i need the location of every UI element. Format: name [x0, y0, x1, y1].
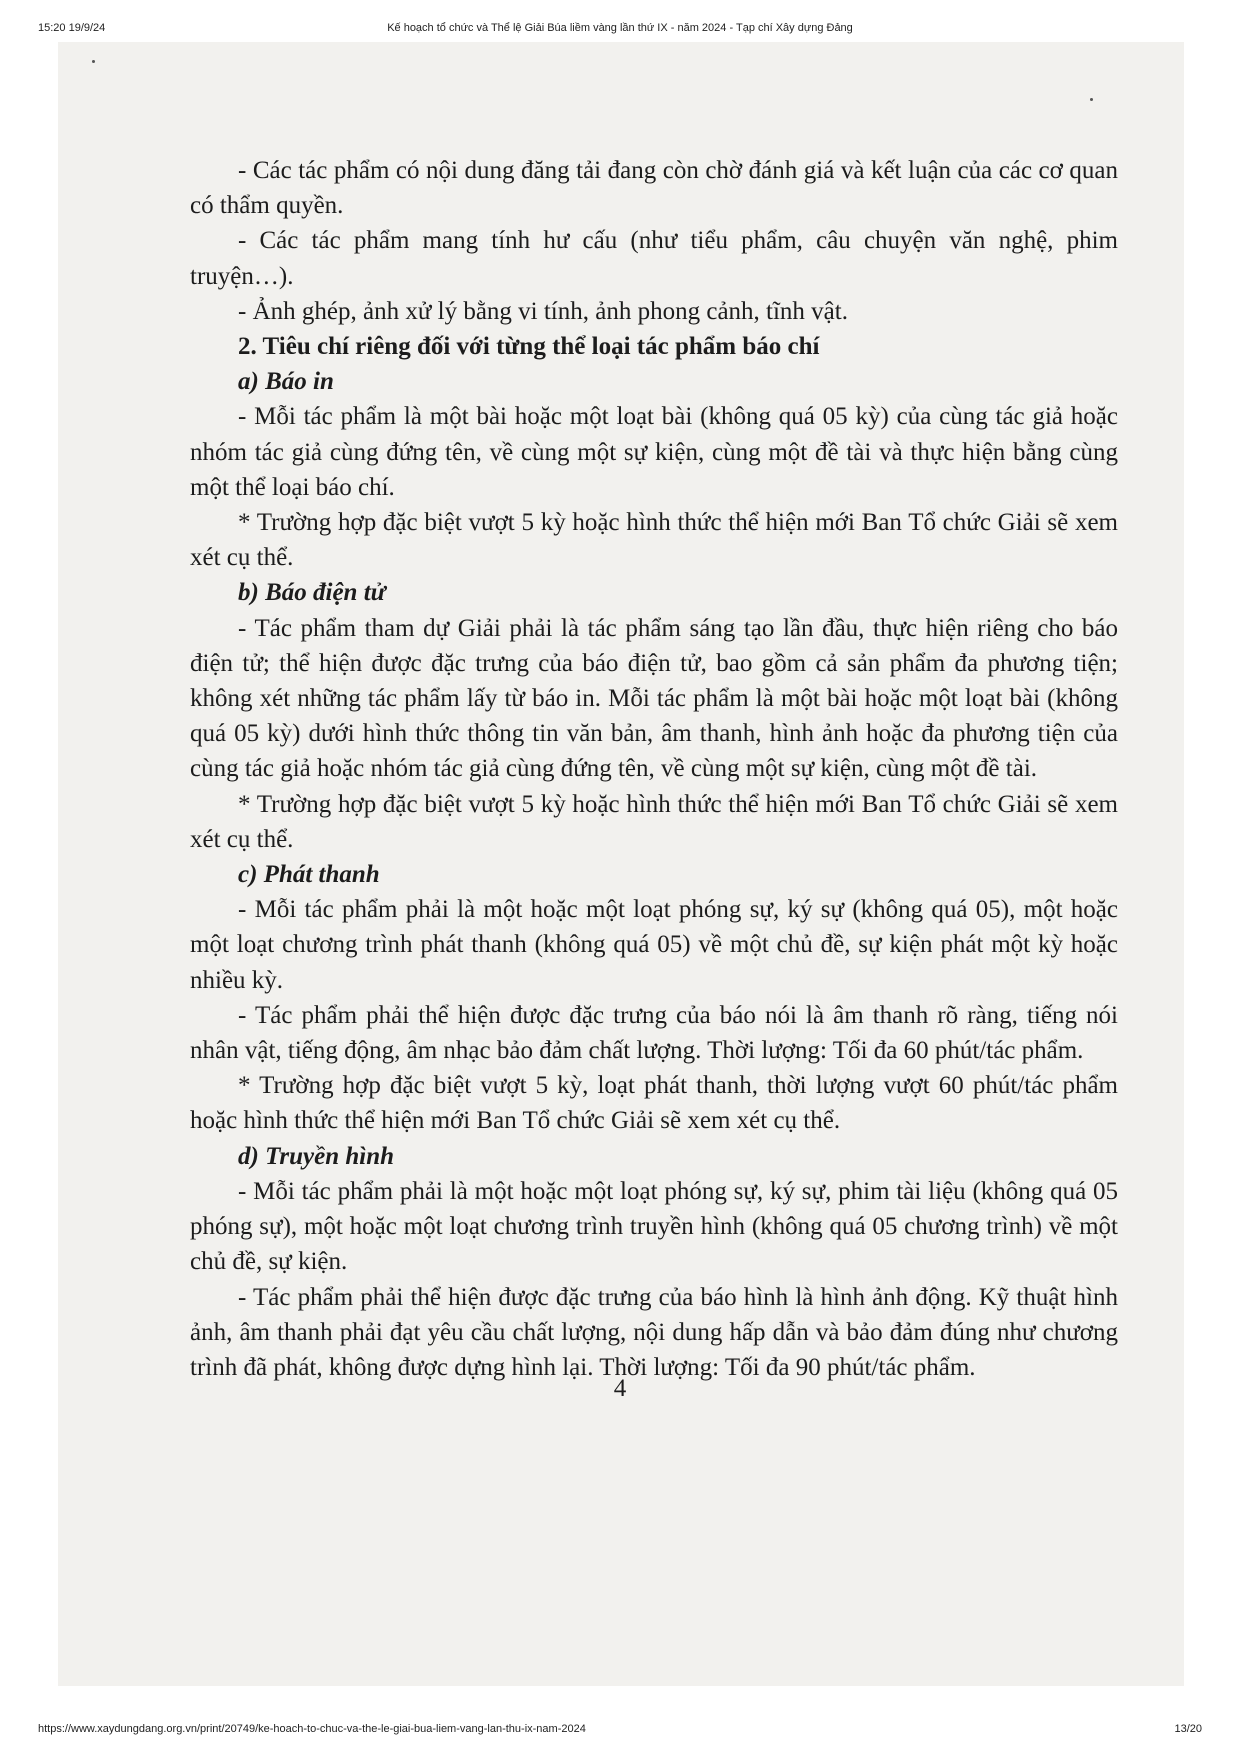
paragraph: * Trường hợp đặc biệt vượt 5 kỳ hoặc hình thức thể hiện mới Ban Tổ chức Giải sẽ xem xét cụ thể. — [190, 790, 1118, 853]
subsection-heading: b) Báo điện tử — [238, 579, 386, 607]
print-header — [38, 22, 1202, 38]
section-heading: 2. Tiêu chí riêng đối với từng thể loại tác phẩm báo chí — [238, 333, 820, 361]
scan-speck — [92, 60, 95, 63]
paragraph: - Tác phẩm phải thể hiện được đặc trưng của báo nói là âm thanh rõ ràng, tiếng nói nhân vật, tiếng động, âm nhạc bảo đảm chất lượng. Thời lượng: Tối đa 60 phút/tác phẩm. — [190, 1001, 1118, 1065]
subsection-heading: c) Phát thanh — [238, 861, 380, 889]
print-url: https://www.xaydungdang.org.vn/print/20749/ke-hoach-to-chuc-va-the-le-giai-bua-liem-vang-lan-thu-ix-nam-2024 — [38, 1723, 586, 1735]
paragraph: * Trường hợp đặc biệt vượt 5 kỳ hoặc hình thức thể hiện mới Ban Tổ chức Giải sẽ xem xét cụ thể. — [190, 509, 1118, 572]
print-timestamp: 15:20 19/9/24 — [38, 22, 106, 34]
print-footer — [38, 1723, 1202, 1739]
paragraph: - Mỗi tác phẩm phải là một hoặc một loạt phóng sự, ký sự, phim tài liệu (không quá 05 phóng sự), một hoặc một loạt chương trình truyền hình (không quá 05 chương trình) về một chủ đề, sự kiện. — [190, 1177, 1118, 1276]
scan-speck — [1090, 98, 1093, 101]
paragraph: * Trường hợp đặc biệt vượt 5 kỳ, loạt phát thanh, thời lượng vượt 60 phút/tác phẩm hoặc hình thức thể hiện mới Ban Tổ chức Giải sẽ xem xét cụ thể. — [190, 1072, 1118, 1135]
paragraph: - Mỗi tác phẩm phải là một hoặc một loạt phóng sự, ký sự (không quá 05), một hoặc một loạt chương trình phát thanh (không quá 05) về một chủ đề, sự kiện phát một kỳ hoặc nhiều kỳ. — [190, 896, 1118, 994]
paragraph: - Ảnh ghép, ảnh xử lý bằng vi tính, ảnh phong cảnh, tĩnh vật. — [238, 297, 848, 325]
document-body — [190, 153, 1118, 1385]
paragraph: - Các tác phẩm có nội dung đăng tải đang còn chờ đánh giá và kết luận của các cơ quan có thẩm quyền. — [190, 157, 1118, 220]
subsection-heading: a) Báo in — [238, 368, 334, 396]
paragraph: - Các tác phẩm mang tính hư cấu (như tiểu phẩm, câu chuyện văn nghệ, phim truyện…). — [190, 227, 1118, 290]
print-page-count: 13/20 — [1174, 1723, 1202, 1735]
paragraph: - Tác phẩm phải thể hiện được đặc trưng của báo hình là hình ảnh động. Kỹ thuật hình ảnh, âm thanh phải đạt yêu cầu chất lượng, nội dung hấp dẫn và bảo đảm đúng như chương trình đã phát, không được dựng hình lại. Thời lượng: Tối đa 90 phút/tác phẩm. — [190, 1283, 1118, 1381]
paragraph: - Tác phẩm tham dự Giải phải là tác phẩm sáng tạo lần đầu, thực hiện riêng cho báo điện tử; thể hiện được đặc trưng của báo điện tử, bao gồm cả sản phẩm đa phương tiện; không xét những tác phẩm lấy từ báo in. Mỗi tác phẩm là một bài hoặc một loạt bài (không quá 05 kỳ) dưới hình thức thông tin văn bản, âm thanh, hình ảnh hoặc đa phương tiện của cùng tác giả hoặc nhóm tác giả cùng đứng tên, về cùng một sự kiện, cùng một đề tài. — [190, 614, 1118, 783]
paragraph: - Mỗi tác phẩm là một bài hoặc một loạt bài (không quá 05 kỳ) của cùng tác giả hoặc nhóm tác giả cùng đứng tên, về cùng một sự kiện, cùng một đề tài và thực hiện bằng cùng một thể loại báo chí. — [190, 403, 1118, 501]
page-number: 4 — [613, 1375, 627, 1402]
subsection-heading: d) Truyền hình — [238, 1142, 395, 1170]
print-page-title: Kế hoạch tổ chức và Thể lệ Giải Búa liềm vàng lần thứ IX - năm 2024 - Tạp chí Xây dựng Đảng — [387, 22, 853, 34]
